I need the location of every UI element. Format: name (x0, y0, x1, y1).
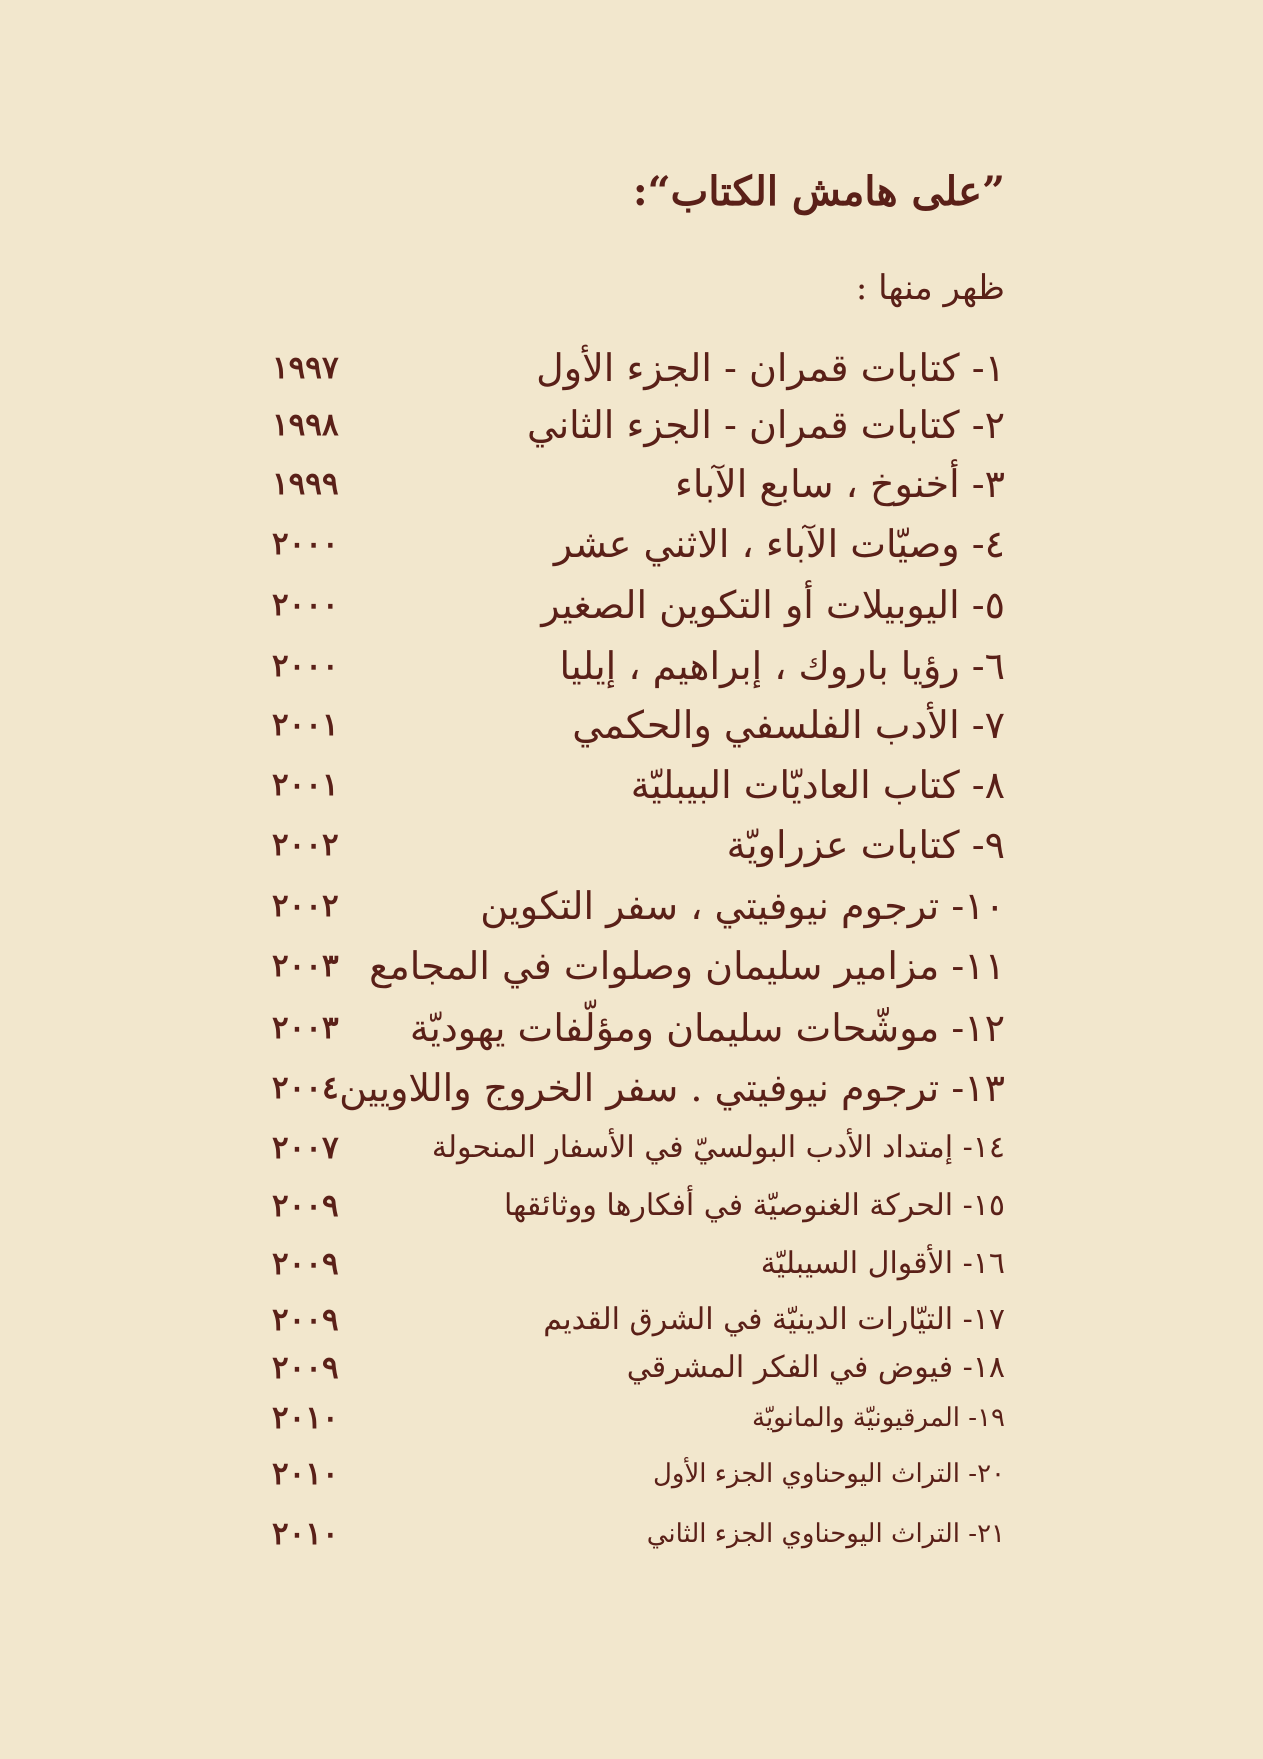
list-item (0, 1446, 1263, 1502)
list-item (0, 1000, 1263, 1056)
entry-year: ٢٠١٠ (272, 1456, 339, 1492)
entry-title: ٩- كتابات عزراويّة (726, 823, 1005, 867)
entry-title: ٢١- التراث اليوحناوي الجزء الثاني (646, 1519, 1005, 1549)
list-item (0, 1060, 1263, 1116)
entry-year: ٢٠٠٣ (272, 1010, 339, 1046)
entry-title: ١٨- فيوض في الفكر المشرقي (626, 1350, 1005, 1385)
entry-title: ١٥- الحركة الغنوصيّة في أفكارها ووثائقها (503, 1188, 1005, 1223)
entry-title: ٢- كتابات قمران - الجزء الثاني (526, 403, 1005, 447)
entry-title: ١٠- ترجوم نيوفيتي ، سفر التكوين (480, 884, 1005, 928)
entry-title: ١٧- التيّارات الدينيّة في الشرق القديم (543, 1302, 1005, 1337)
list-item (0, 397, 1263, 453)
entry-title: ١٢- موشّحات سليمان ومؤلّفات يهوديّة (409, 1006, 1005, 1050)
entry-year: ٢٠٠٠ (272, 587, 339, 623)
entry-year: ١٩٩٨ (272, 407, 339, 443)
entry-title: ٦- رؤيا باروك ، إبراهيم ، إيليا (559, 644, 1005, 688)
list-item (0, 1390, 1263, 1446)
entry-year: ٢٠٠٢ (272, 827, 339, 863)
entry-year: ٢٠٠٩ (272, 1246, 339, 1282)
entry-title: ١- كتابات قمران - الجزء الأول (536, 346, 1005, 390)
entry-title: ٨- كتاب العاديّات البيبليّة (630, 763, 1005, 807)
list-item (0, 938, 1263, 994)
entry-year: ١٩٩٩ (272, 466, 339, 502)
list-item (0, 1340, 1263, 1396)
list-item (0, 516, 1263, 572)
list-item (0, 1506, 1263, 1562)
entry-year: ٢٠٠٩ (272, 1188, 339, 1224)
list-item (0, 878, 1263, 934)
entry-year: ٢٠٠٣ (272, 948, 339, 984)
entry-year: ٢٠٠٢ (272, 888, 339, 924)
list-item (0, 697, 1263, 753)
entry-year: ١٩٩٧ (272, 350, 339, 386)
list-item (0, 1120, 1263, 1176)
entry-year: ٢٠٠٠ (272, 526, 339, 562)
entry-title: ٧- الأدب الفلسفي والحكمي (572, 703, 1005, 747)
entry-title: ٢٠- التراث اليوحناوي الجزء الأول (653, 1459, 1005, 1489)
entry-title: ١٩- المرقيونيّة والمانويّة (752, 1403, 1005, 1433)
entry-title: ١٤- إمتداد الأدب البولسيّ في الأسفار المنحولة (431, 1130, 1005, 1165)
list-item (0, 577, 1263, 633)
entry-year: ٢٠٠٧ (272, 1130, 339, 1166)
list-item (0, 757, 1263, 813)
entry-year: ٢٠٠٩ (272, 1350, 339, 1386)
entry-year: ٢٠٠٤ (272, 1070, 339, 1106)
entry-title: ١١- مزامير سليمان وصلوات في المجامع (369, 944, 1005, 988)
entry-title: ٣- أخنوخ ، سابع الآباء (675, 462, 1005, 506)
intro-line: ظهر منها : (855, 268, 1005, 308)
list-item (0, 1178, 1263, 1234)
entry-year: ٢٠١٠ (272, 1516, 339, 1552)
entry-year: ٢٠٠٠ (272, 648, 339, 684)
entry-title: ٤- وصيّات الآباء ، الاثني عشر (553, 522, 1005, 566)
list-item (0, 817, 1263, 873)
entry-year: ٢٠١٠ (272, 1400, 339, 1436)
list-item (0, 1236, 1263, 1292)
entry-year: ٢٠٠١ (272, 767, 339, 803)
series-title: ”على هامش الكتاب“: (632, 168, 1005, 215)
entry-year: ٢٠٠٩ (272, 1302, 339, 1338)
entry-title: ١٣- ترجوم نيوفيتي . سفر الخروج واللاويين (339, 1066, 1005, 1110)
entry-title: ١٦- الأقوال السيبليّة (760, 1246, 1005, 1281)
entry-year: ٢٠٠١ (272, 707, 339, 743)
list-item (0, 456, 1263, 512)
list-item (0, 340, 1263, 396)
entry-title: ٥- اليوبيلات أو التكوين الصغير (541, 583, 1005, 627)
list-item (0, 638, 1263, 694)
